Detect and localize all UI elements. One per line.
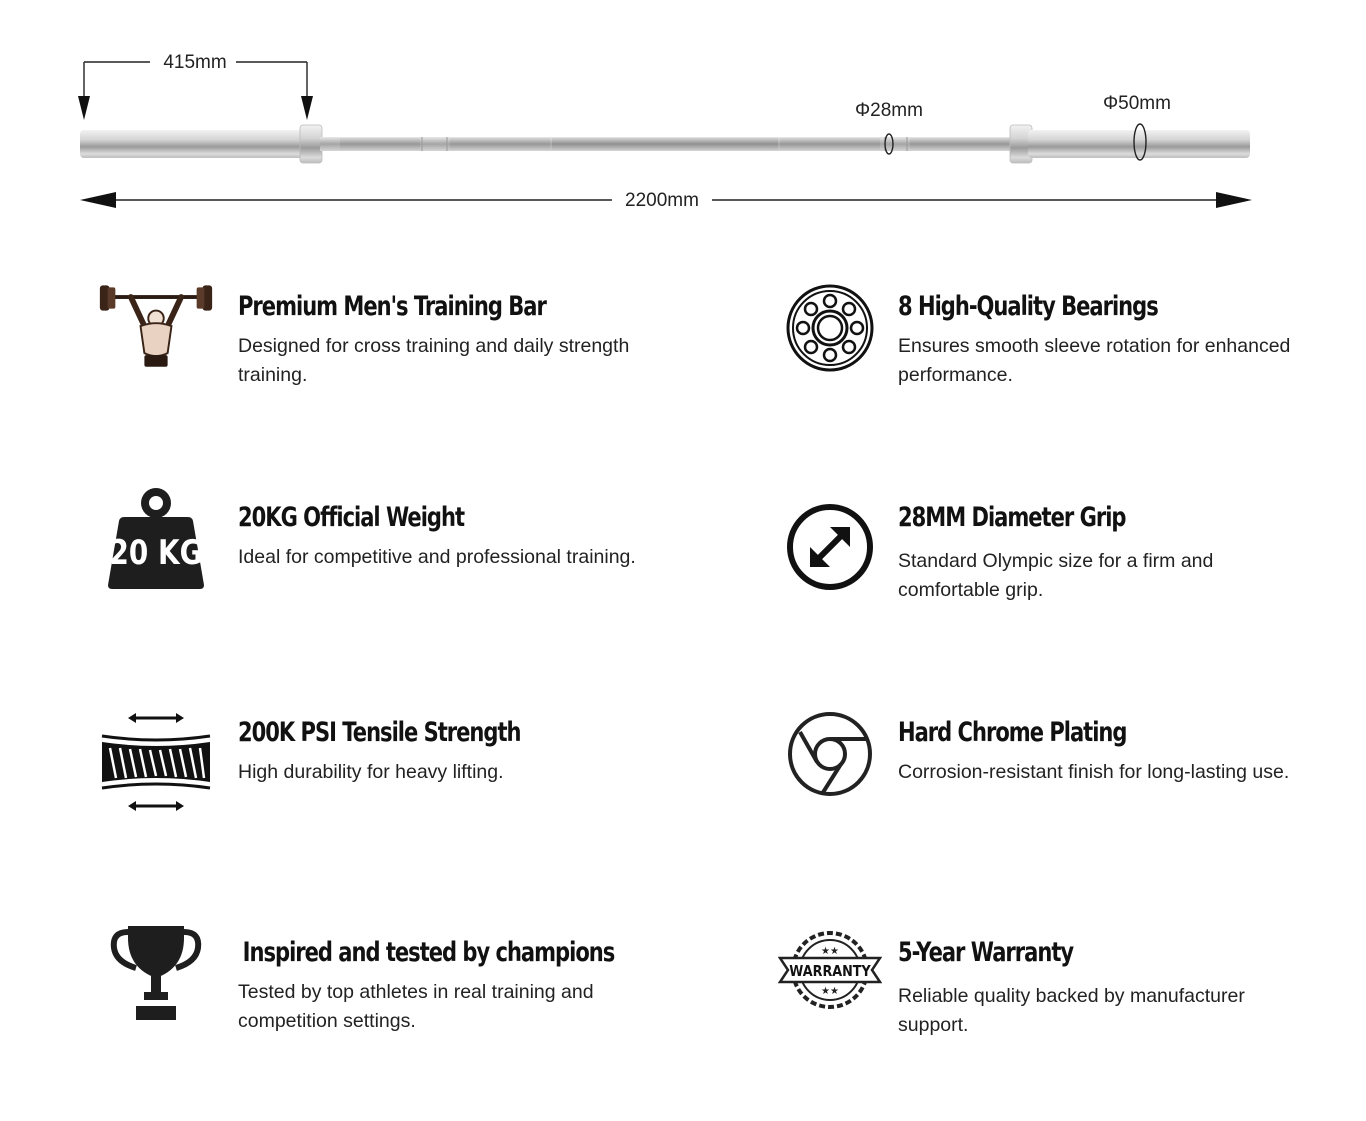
feature-title: Inspired and tested by champions [242,937,615,968]
total-length-label: 2200mm [625,190,699,211]
feature-description: Ensures smooth sleeve rotation for enhanced performance. [898,335,1291,386]
weight-icon-label: 20 KG [109,533,203,573]
feature-title: 28MM Diameter Grip [898,502,1126,533]
feature-warranty [789,936,1318,1040]
trophy-icon [96,922,216,1022]
bearing-icon [770,278,890,378]
feature-tensile-strength [238,716,658,787]
feature-description: Reliable quality backed by manufacturer support. [898,985,1245,1036]
feature-description: Tested by top athletes in real training and competition settings. [238,981,594,1032]
warranty-badge-icon [770,920,890,1020]
sleeve-diameter-label: Φ50mm [1103,93,1171,114]
feature-chrome-plating [898,716,1318,787]
tensile-strength-icon [96,712,216,812]
feature-description: Designed for cross training and daily strength training. [238,335,630,386]
chrome-plating-icon [770,704,890,804]
feature-title: 5-Year Warranty [898,937,1074,968]
feature-title: Hard Chrome Plating [898,717,1127,748]
feature-grip-diameter [898,501,1318,605]
svg-text:★★: ★★ [821,986,839,997]
total-length-dimension [80,190,1252,211]
weightlifter-icon [96,278,216,378]
barbell-dimension-diagram [0,0,1366,240]
feature-title: 200K PSI Tensile Strength [238,717,521,748]
weight-icon [96,489,216,589]
feature-title: 20KG Official Weight [238,502,464,533]
diameter-arrow-icon [770,497,890,597]
end-length-dimension [78,52,313,120]
warranty-icon-label: WARRANTY [789,963,871,981]
svg-text:★★: ★★ [821,946,839,957]
feature-title: Premium Men's Training Bar [238,291,546,322]
grip-diameter-label: Φ28mm [855,100,923,121]
feature-description: Standard Olympic size for a firm and comfortable grip. [898,550,1214,601]
feature-description: High durability for heavy lifting. [238,761,504,783]
feature-bearings [898,290,1318,390]
feature-training-bar [238,290,658,390]
feature-title: 8 High-Quality Bearings [898,291,1158,322]
feature-weight [109,501,658,573]
end-length-label: 415mm [163,52,227,73]
feature-champions [238,936,658,1036]
feature-description: Corrosion-resistant finish for long-lasting use. [898,761,1290,783]
barbell-illustration [80,124,1250,163]
feature-description: Ideal for competitive and professional training. [238,546,636,568]
